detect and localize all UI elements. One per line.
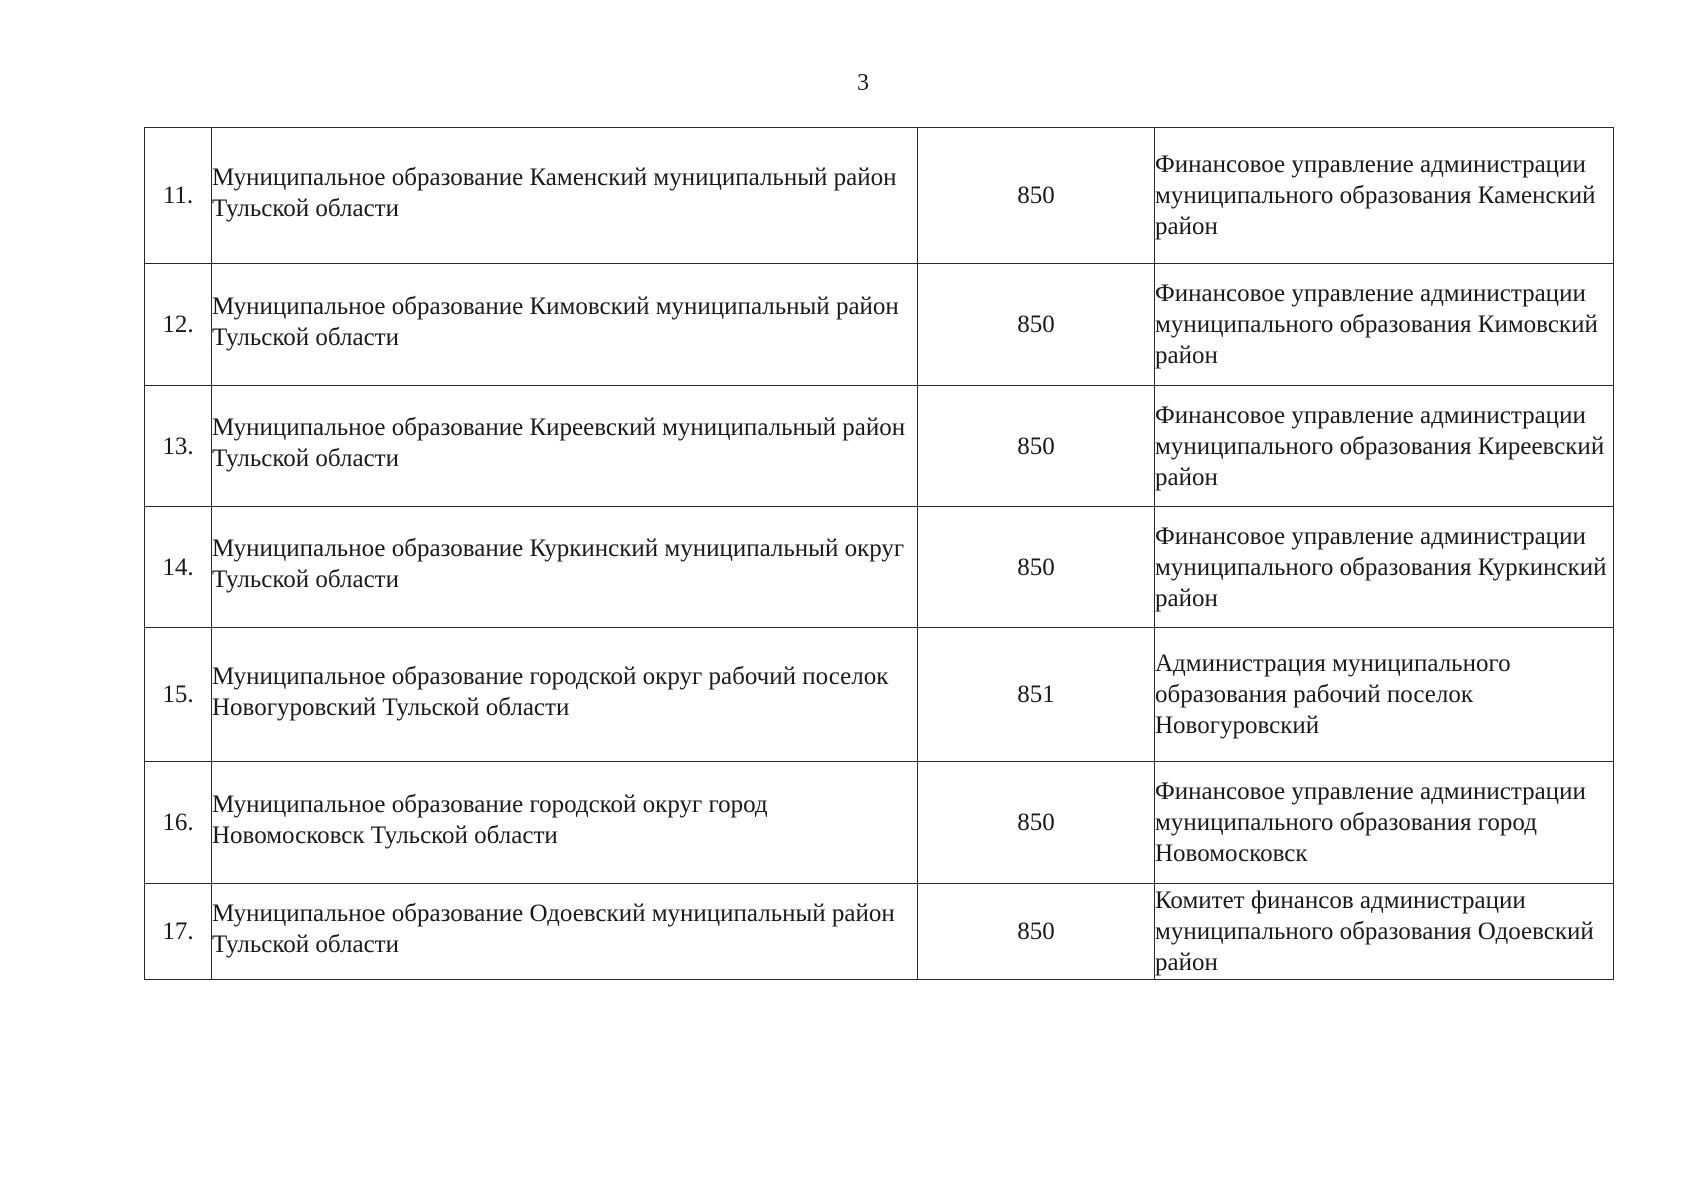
- table-row: [145, 386, 1614, 507]
- financial-authority: Администрация муниципального образования рабочий поселок Новогуровский: [1155, 628, 1614, 762]
- budget-code: 851: [918, 628, 1155, 762]
- budget-code: 850: [918, 264, 1155, 386]
- financial-authority: Финансовое управление администрации муниципального образования Каменский район: [1155, 128, 1614, 264]
- municipality-name: Муниципальное образование городской округ город Новомосковск Тульской области: [212, 790, 768, 849]
- row-number: 15.: [145, 628, 212, 762]
- budget-code: 850: [918, 386, 1155, 507]
- budget-code: 850: [918, 128, 1155, 264]
- row-number: 16.: [145, 762, 212, 884]
- financial-authority: Финансовое управление администрации муниципального образования Кимовский район: [1155, 264, 1614, 386]
- municipality-name-cell: [212, 507, 918, 628]
- municipality-name-cell: [212, 762, 918, 884]
- financial-authority: Финансовое управление администрации муниципального образования Киреевский район: [1155, 386, 1614, 507]
- table-row: [145, 884, 1614, 980]
- financial-authority: Комитет финансов администрации муниципального образования Одоевский район: [1155, 884, 1614, 980]
- table-row: [145, 264, 1614, 386]
- financial-authority: Финансовое управление администрации муниципального образования город Новомосковск: [1155, 762, 1614, 884]
- municipal-registry-table: [144, 127, 1614, 980]
- table-row: [145, 128, 1614, 264]
- municipality-name-cell: [212, 128, 918, 264]
- row-number: 13.: [145, 386, 212, 507]
- page-number: 3: [857, 70, 869, 96]
- municipality-name-cell: [212, 884, 918, 980]
- table-row: [145, 507, 1614, 628]
- financial-authority: Финансовое управление администрации муниципального образования Куркинский район: [1155, 507, 1614, 628]
- municipality-name: Муниципальное образование Киреевский муниципальный район Тульской области: [212, 414, 906, 472]
- municipality-name: Муниципальное образование Кимовский муниципальный район Тульской области: [212, 292, 899, 351]
- row-number: 12.: [145, 264, 212, 386]
- table-row: [145, 628, 1614, 762]
- municipality-name: Муниципальное образование Куркинский муниципальный округ Тульской области: [212, 535, 905, 593]
- budget-code: 850: [918, 884, 1155, 980]
- municipality-name-cell: [212, 628, 918, 762]
- municipality-name-cell: [212, 264, 918, 386]
- row-number: 11.: [145, 128, 212, 264]
- municipality-name: Муниципальное образование Одоевский муниципальный район Тульской области: [212, 899, 895, 958]
- municipality-name: Муниципальное образование Каменский муниципальный район Тульской области: [212, 163, 897, 222]
- municipality-name: Муниципальное образование городской округ рабочий поселок Новогуровский Тульской области: [212, 662, 889, 721]
- row-number: 14.: [145, 507, 212, 628]
- municipality-name-cell: [212, 386, 918, 507]
- budget-code: 850: [918, 507, 1155, 628]
- row-number: 17.: [145, 884, 212, 980]
- table-row: [145, 762, 1614, 884]
- budget-code: 850: [918, 762, 1155, 884]
